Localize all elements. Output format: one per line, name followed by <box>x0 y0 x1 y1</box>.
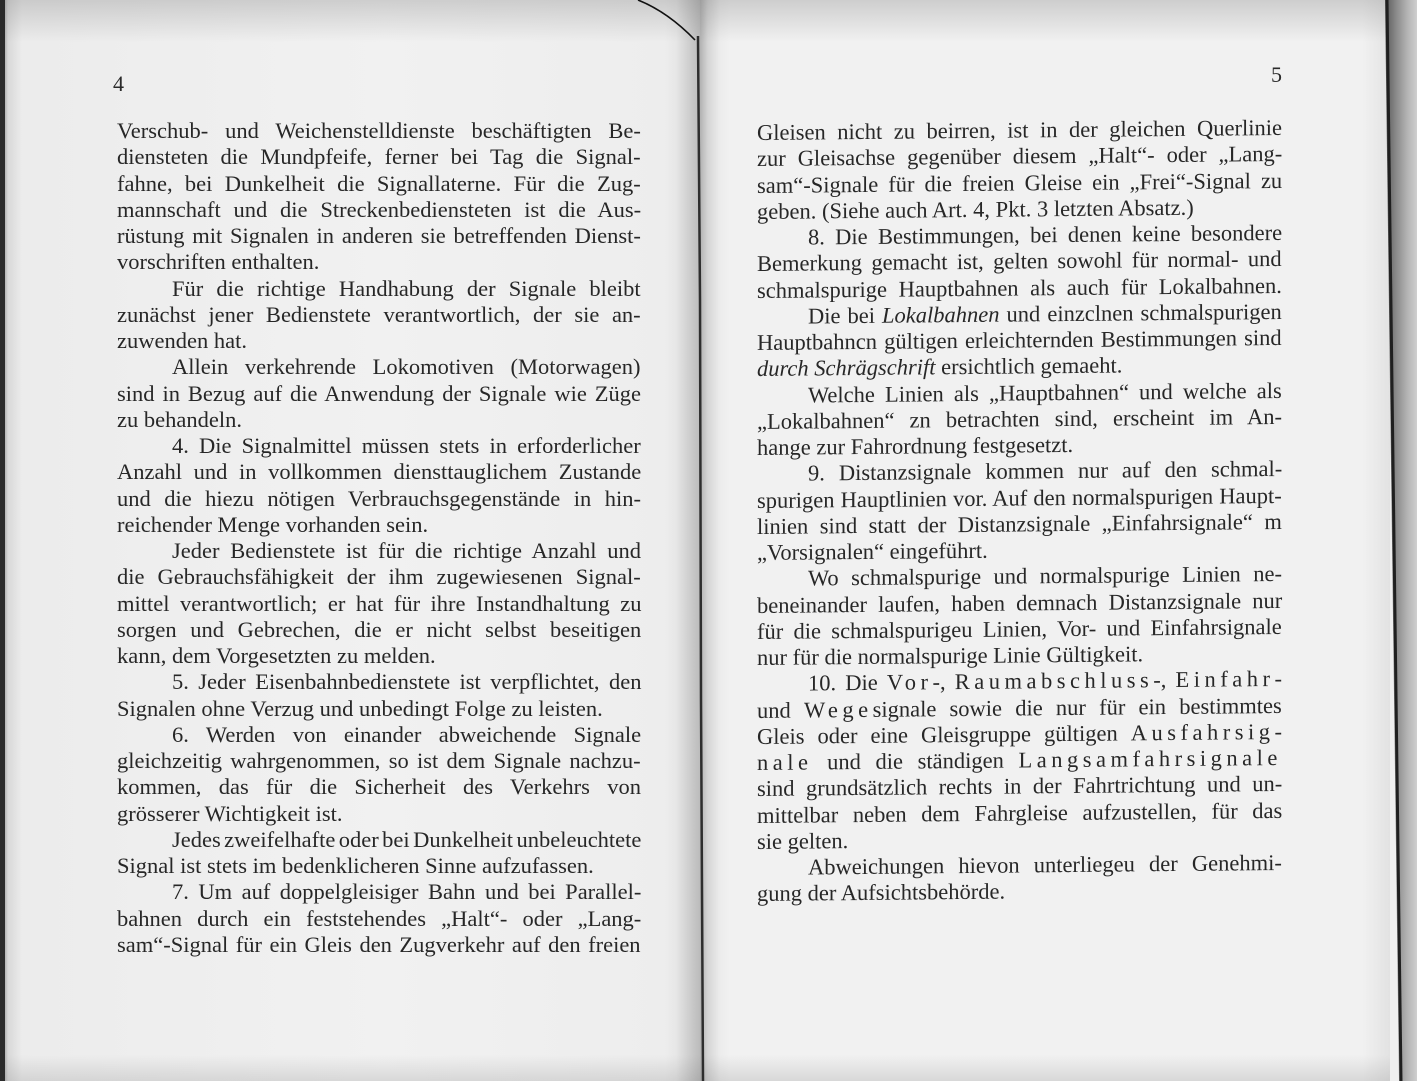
text-line <box>117 538 641 564</box>
line-text: Welche Linien als „Hauptbahnen“ und welche als <box>808 377 1282 408</box>
text-line <box>757 404 1282 435</box>
line-text: 9. Distanzsignale kommen nur auf den schmal- <box>808 456 1283 486</box>
text-line <box>757 850 1282 881</box>
letterspaced-text: Raumabschluss <box>954 667 1154 695</box>
text-line <box>757 797 1282 828</box>
line-text-segment: signale sowie die nur für ein bestimmtes <box>872 692 1282 722</box>
line-text: hange zur Fahrordnung festgesetzt. <box>757 431 1074 460</box>
paragraph <box>117 722 641 827</box>
text-line <box>117 381 641 407</box>
text-line <box>117 302 641 328</box>
line-text: gleichzeitig wahrgenommen, so ist dem Signale nachzu- <box>117 748 641 773</box>
text-line <box>117 906 641 932</box>
line-text-segment: - <box>1274 718 1283 744</box>
text-line <box>117 486 641 512</box>
line-text-segment: und die ständigen <box>812 747 1019 775</box>
line-text: Signalen ohne Verzug und unbedingt Folge zu leisten. <box>117 695 603 721</box>
line-text: Verschub- und Weichenstelldienste beschäftigten Be- <box>117 118 641 143</box>
line-text: diensteten die Mundpfeife, ferner bei Tag die Signal- <box>117 144 641 170</box>
line-text: gung der Aufsichtsbehörde. <box>757 878 1006 907</box>
line-text: sam“-Signale für die freien Gleise ein „Frei“-Signal zu <box>757 167 1283 198</box>
line-text-segment: -, <box>932 669 955 695</box>
text-line <box>117 223 641 249</box>
line-text-segment: 10. Die <box>808 670 887 696</box>
text-line <box>117 617 641 643</box>
line-text: kommen, das für die Sicherheit des Verkehrs von <box>117 774 641 800</box>
line-text <box>757 353 1122 382</box>
line-text: Anzahl und in vollkommen diensttauglichem Zustande <box>117 459 642 485</box>
text-line <box>117 118 641 144</box>
text-line <box>117 801 641 827</box>
letterspaced-text: Wege <box>803 696 873 723</box>
paragraph <box>757 220 1282 304</box>
line-text: nur für die normalspurige Linie Gültigkeit. <box>757 641 1144 670</box>
paragraph <box>117 669 641 722</box>
line-text <box>757 745 1282 775</box>
page-top-shadow <box>700 0 1390 42</box>
line-text: fahne, bei Dunkelheit die Signallaterne. Für die Zug- <box>117 170 641 196</box>
line-text: die Gebrauchsfähigkeit der ihm zugewiesenen Signal- <box>117 564 641 590</box>
text-line <box>117 144 641 170</box>
line-text: „Lokalbahnen“ zn betrachten sind, erscheint im An- <box>757 403 1282 434</box>
text-line <box>117 722 641 748</box>
text-line <box>117 827 641 853</box>
paragraph <box>757 850 1282 908</box>
line-text: mittelbar neben dem Fahrgleise aufzustellen, für das <box>757 797 1283 828</box>
text-line <box>117 696 641 722</box>
paragraph <box>757 299 1282 383</box>
text-line <box>757 167 1282 198</box>
line-text: 6. Werden von einander abweichende Signale <box>172 721 642 747</box>
line-text: zunächst jener Bedienstete verantwortlich, der sie an- <box>117 301 641 327</box>
line-text: grösserer Wichtigkeit ist. <box>117 800 343 826</box>
paragraph <box>117 827 641 880</box>
line-text: und die hiezu nötigen Verbrauchsgegenstände in hin- <box>117 485 641 511</box>
page-text <box>117 118 641 958</box>
line-text-segment: Gleis oder eine Gleisgruppe gültigen <box>757 720 1131 749</box>
line-text: bahnen durch ein feststehendes „Halt“- oder „Lang- <box>117 905 642 931</box>
italic-text: durch Schrägschrift <box>757 354 936 382</box>
paragraph <box>117 538 641 669</box>
page-left <box>0 0 700 1081</box>
line-text: Für die richtige Handhabung der Signale bleibt <box>172 275 641 301</box>
letterspaced-text: Ausfahrsig <box>1130 718 1275 746</box>
letterspaced-text: Einfahr <box>1175 666 1275 693</box>
text-line <box>117 774 641 800</box>
line-text: „Vorsignalen“ eingeführt. <box>757 537 988 565</box>
line-text: spurigen Hauptlinien vor. Auf den normalspurigen Haupt- <box>757 482 1282 513</box>
letterspaced-text: Langsamfahrsignale <box>1018 744 1282 773</box>
line-text: kann, dem Vorgesetzten zu melden. <box>117 643 436 668</box>
text-line <box>117 748 641 774</box>
page-bottom-shadow <box>0 1055 700 1081</box>
line-text <box>808 666 1282 696</box>
text-line <box>117 879 641 905</box>
text-line <box>757 614 1282 645</box>
text-line <box>117 459 641 485</box>
line-text <box>757 719 1282 749</box>
text-line <box>117 249 641 275</box>
line-text: mittel verantwortlich; er hat für ihre Instandhaltung zu <box>117 590 642 616</box>
line-text <box>808 299 1282 329</box>
line-text: Wo schmalspurige und normalspurige Linien ne- <box>808 561 1282 591</box>
line-text: Jeder Bedienstete ist für die richtige Anzahl und <box>172 538 641 563</box>
line-text: zuwenden hat. <box>117 328 247 353</box>
line-text: sind grundsätzlich rechts in der Fahrtrichtung und un- <box>757 771 1283 802</box>
letterspaced-text: nale <box>757 749 813 775</box>
line-text: 8. Die Bestimmungen, bei denen keine besondere <box>808 219 1283 250</box>
line-text: Bemerkung gemacht ist, gelten sowohl für normal- und <box>757 246 1282 277</box>
line-text-segment: Die bei <box>808 302 883 329</box>
text-line <box>757 876 1282 907</box>
line-text: zu behandeln. <box>117 406 242 432</box>
line-text: rüstung mit Signalen in anderen sie betreffenden Dienst- <box>117 223 641 248</box>
line-text-segment: ersichtlich gemaeht. <box>935 352 1123 380</box>
line-text: Allein verkehrende Lokomotiven (Motorwagen) <box>172 354 641 380</box>
paragraph <box>757 456 1282 566</box>
line-text: linien sind statt der Distanzsignale „Einfahrsignale“ m <box>757 508 1282 539</box>
text-line <box>117 197 641 223</box>
italic-text: Lokalbahnen <box>882 301 1000 328</box>
text-line <box>117 853 641 879</box>
line-text: 7. Um auf doppelgleisiger Bahn und bei Parallel- <box>172 879 642 905</box>
line-text: beneinander laufen, haben demnach Distanzsignale nur <box>757 587 1283 618</box>
text-line <box>117 643 641 669</box>
text-line <box>757 509 1282 540</box>
paragraph <box>757 377 1282 461</box>
letterspaced-text: Vor <box>886 669 933 696</box>
text-line <box>117 276 641 302</box>
line-text-segment: -, <box>1153 667 1176 693</box>
line-text: Jedes zweifelhafte oder bei Dunkelheit unbeleuchtete <box>172 826 642 852</box>
paragraph <box>757 561 1282 671</box>
text-line <box>117 354 641 380</box>
paragraph <box>757 115 1282 225</box>
text-line <box>117 564 641 590</box>
text-line <box>117 591 641 617</box>
line-text: Signal ist stets im bedenklicheren Sinne aufzufassen. <box>117 853 594 878</box>
page-number: 5 <box>1271 62 1282 87</box>
paragraph <box>117 433 641 538</box>
text-line <box>117 433 641 459</box>
text-line <box>117 328 641 354</box>
text-line <box>117 932 641 958</box>
line-text-segment: und einzclnen schmalspurigen <box>999 298 1282 327</box>
line-text: Gleisen nicht zu beirren, ist in der gleichen Querlinie <box>757 114 1282 145</box>
line-text: reichender Menge vorhanden sein. <box>117 511 429 537</box>
paragraph <box>117 118 641 276</box>
line-text: zur Gleisachse gegenüber diesem „Halt“- oder „Lang- <box>757 141 1283 172</box>
line-text: sie gelten. <box>757 827 849 854</box>
page-text <box>757 115 1282 908</box>
line-text: Abweichungen hievon unterliegeu der Genehmi- <box>808 849 1282 880</box>
page-number: 4 <box>113 71 124 96</box>
paragraph <box>117 879 641 958</box>
paragraph <box>117 354 641 433</box>
paragraph <box>117 276 641 355</box>
line-text: sind in Bezug auf die Anwendung der Signale wie Züge <box>117 380 642 406</box>
line-text: sam“-Signal für ein Gleis den Zugverkehr auf den freien <box>117 931 641 957</box>
line-text: geben. (Siehe auch Art. 4, Pkt. 3 letzten Absatz.) <box>757 194 1194 224</box>
text-line <box>117 512 641 538</box>
page-top-shadow <box>0 0 700 42</box>
text-line <box>117 669 641 695</box>
line-text: 4. Die Signalmittel müssen stets in erforderlicher <box>172 433 641 458</box>
line-text: 5. Jeder Eisenbahnbedienstete ist verpflichtet, den <box>172 669 642 695</box>
line-text: schmalspurige Hauptbahnen als auch für Lokalbahnen. <box>757 272 1282 303</box>
line-text-segment: - <box>1274 666 1282 692</box>
line-text: für die schmalspurigeu Linien, Vor- und Einfahrsignale <box>757 613 1282 644</box>
paragraph <box>757 666 1282 855</box>
line-text: mannschaft und die Streckenbediensteten ist die Aus- <box>117 196 642 222</box>
line-text-segment: und <box>757 697 804 723</box>
page-right <box>700 0 1390 1081</box>
line-text: sorgen und Gebrechen, die er nicht selbst beseitigen <box>117 616 642 642</box>
text-line <box>117 407 641 433</box>
line-text: Hauptbahncn gültigen erleichternden Bestimmungen sind <box>757 324 1282 355</box>
line-text <box>757 692 1282 722</box>
line-text: vorschriften enthalten. <box>117 249 320 275</box>
page-bottom-shadow <box>700 1055 1390 1081</box>
text-line <box>117 171 641 197</box>
text-line <box>757 325 1282 356</box>
